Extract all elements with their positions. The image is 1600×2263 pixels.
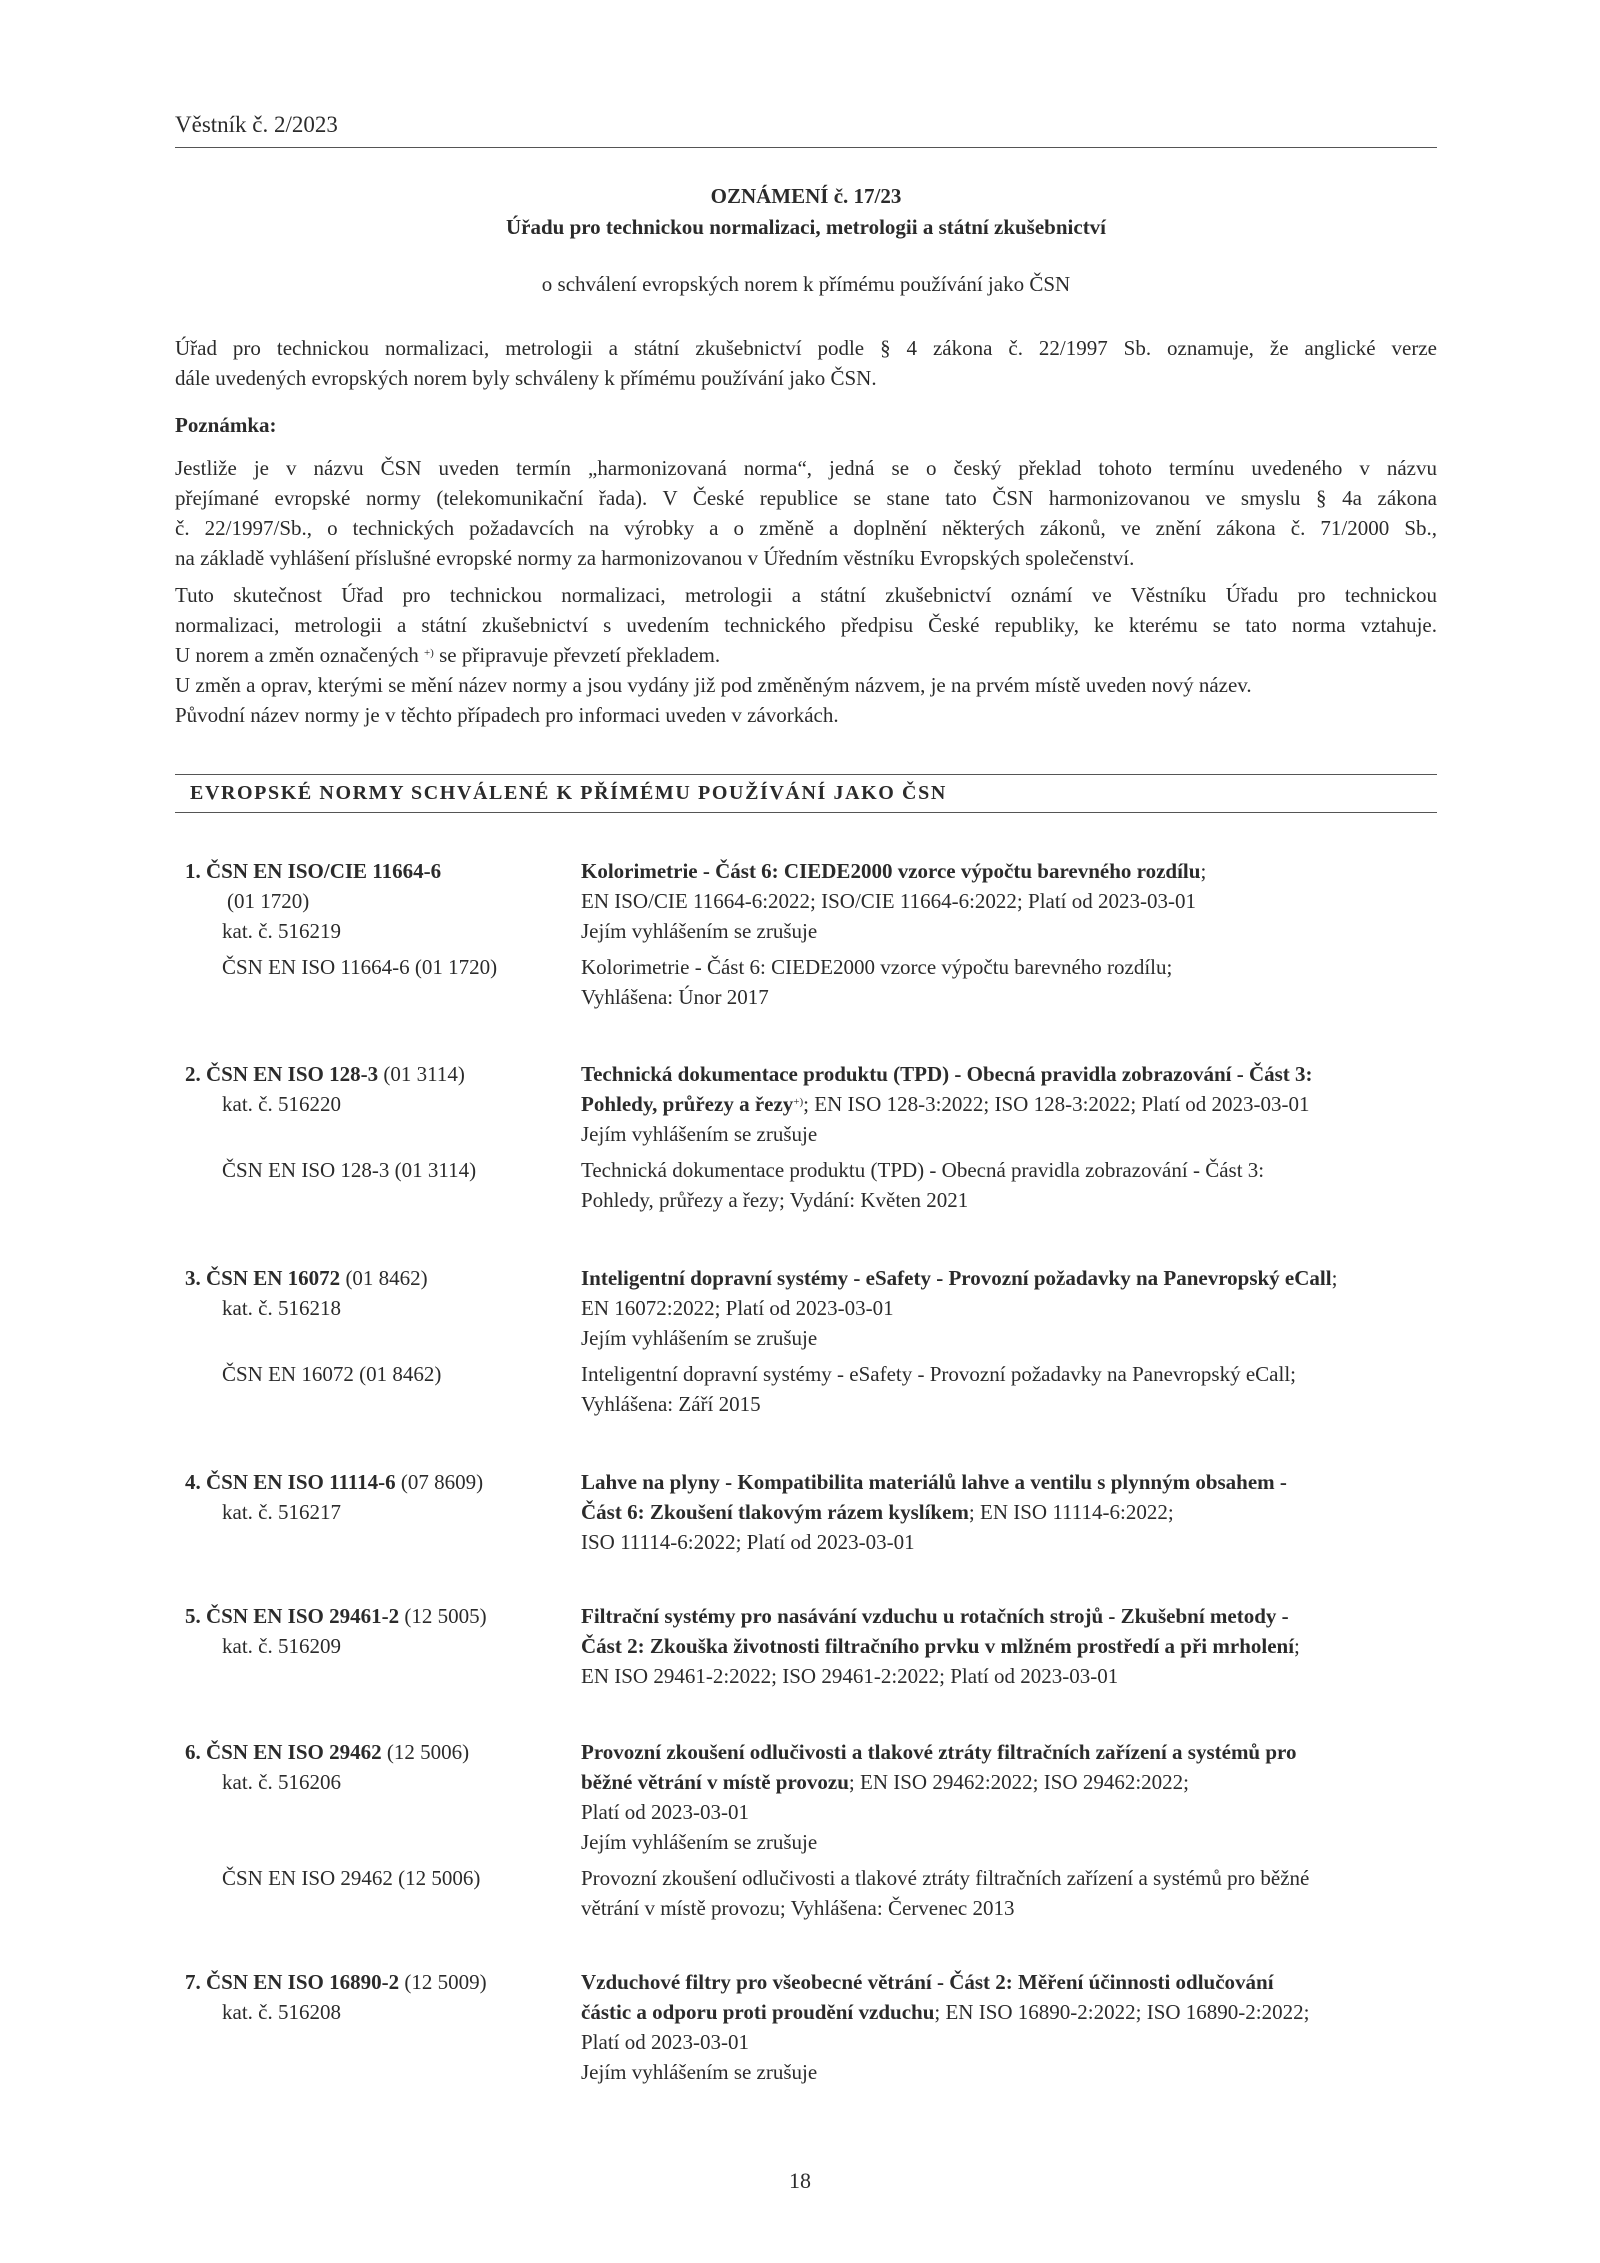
text-line: [581, 1631, 1445, 1661]
text-segment: se připravuje převzetí překladem.: [433, 643, 721, 667]
replaced-title: [581, 1359, 1445, 1419]
text-segment: ; EN ISO 16890-2:2022; ISO 16890-2:2022;: [934, 2000, 1310, 2024]
text-segment: Část 6: Zkoušení tlakovým rázem kyslíkem: [581, 1500, 969, 1524]
footnote-mark: +): [423, 647, 434, 659]
replaced-standard: [185, 1359, 1445, 1419]
text-segment: 5. ČSN EN ISO 29461-2: [185, 1604, 400, 1628]
standard-item: [185, 856, 1445, 1012]
replaced-title: [581, 1863, 1445, 1923]
text-segment: ;: [1200, 859, 1207, 883]
note-paragraph: [175, 453, 1437, 573]
text-line: [581, 1089, 1445, 1119]
text-line: [581, 1263, 1445, 1293]
text-segment: Pohledy, průřezy a řezy: [581, 1092, 794, 1116]
text-segment: Kolorimetrie - Část 6: CIEDE2000 vzorce výpočtu barevného rozdílu: [581, 859, 1201, 883]
announcement-issuer: Úřadu pro technickou normalizaci, metrologii a státní zkušebnictví: [505, 215, 1107, 239]
text-segment: částic a odporu proti proudění vzduchu: [581, 2000, 935, 2024]
text-line: [185, 1767, 581, 1797]
text-line: [185, 1601, 581, 1631]
standard-title: [581, 856, 1445, 946]
text-line: [185, 886, 581, 916]
text-segment: (07 8609): [395, 1470, 484, 1494]
text-line: [185, 1497, 581, 1527]
standard-item: [185, 1263, 1445, 1419]
replaced-code: [185, 952, 581, 1012]
standard-title: [581, 1601, 1445, 1691]
standard-code: [185, 1059, 581, 1149]
standard-code: [185, 1967, 581, 2087]
text-segment: (12 5009): [399, 1970, 487, 1994]
text-segment: (12 5005): [399, 1604, 487, 1628]
text-line: [581, 1827, 1445, 1857]
text-line: [581, 1601, 1445, 1631]
text-segment: Filtrační systémy pro nasávání vzduchu u rotačních strojů - Zkušební metody -: [581, 1604, 1289, 1628]
text-segment: Vzduchové filtry pro všeobecné větrání - Část 2: Měření účinnosti odlučování: [581, 1970, 1274, 1994]
text-line: Jestliže je v názvu ČSN uveden termín „harmonizovaná norma“, jedná se o český překlad tohoto termínu uvedeného v názvu: [175, 456, 1437, 480]
text-line: ČSN EN ISO 128-3 (01 3114): [222, 1158, 477, 1182]
text-segment: Inteligentní dopravní systémy - eSafety - Provozní požadavky na Panevropský eCall: [581, 1266, 1332, 1290]
text-segment: Platí od 2023-03-01: [581, 2030, 749, 2054]
text-segment: Jejím vyhlášením se zrušuje: [581, 2060, 818, 2084]
note-label: Poznámka:: [175, 413, 277, 437]
text-segment: Jejím vyhlášením se zrušuje: [581, 1326, 818, 1350]
announcement-title: OZNÁMENÍ č. 17/23: [710, 184, 902, 208]
section-rule-top: [175, 774, 1437, 775]
standard-item: [185, 1467, 1445, 1557]
text-line: [581, 1661, 1445, 1691]
text-segment: Část 2: Zkouška životnosti filtračního prvku v mlžném prostředí a při mrholení: [581, 1634, 1295, 1658]
standard-code: [185, 856, 581, 946]
text-segment: (01 3114): [378, 1062, 465, 1086]
text-line: [185, 1059, 581, 1089]
section-rule-bottom: [175, 812, 1437, 813]
standard-item: [185, 1967, 1445, 2087]
text-line: č. 22/1997/Sb., o technických požadavcích na výrobky a o změně a doplnění některých zákonů, ve znění zákona č. 71/2000 Sb.,: [175, 516, 1437, 540]
standard-code: [185, 1263, 581, 1353]
text-line: U změn a oprav, kterými se mění název normy a jsou vydány již pod změněným názvem, je na prvém místě uveden nový název.: [175, 673, 1252, 697]
text-segment: 4. ČSN EN ISO 11114-6: [185, 1470, 396, 1494]
replaced-standard: [185, 1155, 1445, 1215]
text-line: normalizaci, metrologii a státní zkušebnictví s uvedením technického předpisu České republiky, ke kterému se tato norma vztahuje.: [175, 613, 1437, 637]
replaced-title: [581, 1155, 1445, 1215]
text-line: větrání v místě provozu; Vyhlášena: Červenec 2013: [581, 1896, 1015, 1920]
text-segment: ; EN ISO 29462:2022; ISO 29462:2022;: [848, 1770, 1189, 1794]
text-segment: kat. č. 516208: [222, 2000, 341, 2024]
text-segment: EN ISO 29461-2:2022; ISO 29461-2:2022; Platí od 2023-03-01: [581, 1664, 1119, 1688]
text-line: [185, 1997, 581, 2027]
text-line: Technická dokumentace produktu (TPD) - Obecná pravidla zobrazování - Část 3:: [581, 1158, 1265, 1182]
replaced-title: [581, 952, 1445, 1012]
standard-entry: [185, 1737, 1445, 1857]
text-line: [185, 1737, 581, 1767]
text-line: Vyhlášena: Únor 2017: [581, 985, 769, 1009]
standard-code: [185, 1737, 581, 1857]
text-segment: 7. ČSN EN ISO 16890-2: [185, 1970, 400, 1994]
text-segment: Jejím vyhlášením se zrušuje: [581, 1830, 818, 1854]
section-title: EVROPSKÉ NORMY SCHVÁLENÉ K PŘÍMÉMU POUŽÍVÁNÍ JAKO ČSN: [190, 782, 947, 804]
journal-issue: Věstník č. 2/2023: [175, 112, 338, 137]
text-segment: Platí od 2023-03-01: [581, 1800, 749, 1824]
standard-entry: [185, 1467, 1445, 1557]
announcement-subject: o schválení evropských norem k přímému používání jako ČSN: [541, 272, 1071, 296]
text-segment: (12 5006): [381, 1740, 470, 1764]
text-line: [581, 1527, 1445, 1557]
text-line: [581, 1323, 1445, 1353]
text-line: [581, 886, 1445, 916]
text-segment: kat. č. 516219: [222, 919, 341, 943]
text-line: [185, 1263, 581, 1293]
text-segment: (01 1720): [227, 889, 310, 913]
text-line: [581, 1497, 1445, 1527]
text-line: [581, 1119, 1445, 1149]
replaced-standard: [185, 1863, 1445, 1923]
text-segment: 6. ČSN EN ISO 29462: [185, 1740, 382, 1764]
text-line: [581, 1967, 1445, 1997]
standard-title: [581, 1059, 1445, 1149]
text-line: na základě vyhlášení příslušné evropské normy za harmonizovanou v Úředním věstníku Evropských společenství.: [175, 546, 1135, 570]
text-line: [581, 1797, 1445, 1827]
text-line: [581, 1767, 1445, 1797]
standard-item: [185, 1059, 1445, 1215]
text-line: [581, 1293, 1445, 1323]
replaced-code: [185, 1359, 581, 1419]
info-paragraph: [175, 580, 1437, 730]
text-segment: ;: [1331, 1266, 1338, 1290]
text-segment: EN 16072:2022; Platí od 2023-03-01: [581, 1296, 894, 1320]
text-segment: kat. č. 516209: [222, 1634, 341, 1658]
text-line: [185, 1089, 581, 1119]
text-line: Inteligentní dopravní systémy - eSafety - Provozní požadavky na Panevropský eCall;: [581, 1362, 1296, 1386]
standard-title: [581, 1967, 1445, 2087]
text-segment: Jejím vyhlášením se zrušuje: [581, 919, 818, 943]
text-line: [185, 1293, 581, 1323]
standard-title: [581, 1737, 1445, 1857]
text-line: [185, 1467, 581, 1497]
standard-entry: [185, 1967, 1445, 2087]
text-segment: 2. ČSN EN ISO 128-3: [185, 1062, 379, 1086]
text-line: dále uvedených evropských norem byly schváleny k přímému používání jako ČSN.: [175, 366, 877, 390]
text-line: ČSN EN ISO 29462 (12 5006): [222, 1866, 481, 1890]
text-segment: 1. ČSN EN ISO/CIE 11664-6: [185, 859, 442, 883]
text-segment: Lahve na plyny - Kompatibilita materiálů lahve a ventilu s plynným obsahem -: [581, 1470, 1287, 1494]
header-rule: [175, 147, 1437, 148]
text-segment: ; EN ISO 128-3:2022; ISO 128-3:2022; Platí od 2023-03-01: [803, 1092, 1310, 1116]
text-segment: Technická dokumentace produktu (TPD) - Obecná pravidla zobrazování - Část 3:: [581, 1062, 1313, 1086]
text-line: ČSN EN 16072 (01 8462): [222, 1362, 442, 1386]
text-line: [185, 1967, 581, 1997]
text-segment: U norem a změn označených: [175, 643, 424, 667]
text-line: Úřad pro technickou normalizaci, metrologii a státní zkušebnictví podle § 4 zákona č. 22/1997 Sb. oznamuje, že anglické verze: [175, 336, 1437, 360]
text-segment: ISO 11114-6:2022; Platí od 2023-03-01: [581, 1530, 915, 1554]
standard-code: [185, 1601, 581, 1691]
text-line: [175, 640, 1437, 670]
text-line: [185, 856, 581, 886]
standard-title: [581, 1467, 1445, 1557]
text-line: Kolorimetrie - Část 6: CIEDE2000 vzorce výpočtu barevného rozdílu;: [581, 955, 1173, 979]
standard-entry: [185, 1601, 1445, 1691]
text-line: přejímané evropské normy (telekomunikační řada). V České republice se stane tato ČSN harmonizovanou ve smyslu § 4a zákona: [175, 486, 1437, 510]
text-segment: (01 8462): [340, 1266, 428, 1290]
standard-item: [185, 1737, 1445, 1923]
text-segment: ;: [1294, 1634, 1300, 1658]
text-line: Provozní zkoušení odlučivosti a tlakové ztráty filtračních zařízení a systémů pro běžné: [581, 1866, 1310, 1890]
footnote-mark: +): [793, 1096, 804, 1108]
replaced-code: [185, 1863, 581, 1923]
text-line: [581, 1059, 1445, 1089]
text-segment: Provozní zkoušení odlučivosti a tlakové ztráty filtračních zařízení a systémů pro: [581, 1740, 1297, 1764]
text-segment: kat. č. 516218: [222, 1296, 341, 1320]
text-segment: kat. č. 516220: [222, 1092, 341, 1116]
standard-entry: [185, 856, 1445, 946]
replaced-code: [185, 1155, 581, 1215]
text-line: Tuto skutečnost Úřad pro technickou normalizaci, metrologii a státní zkušebnictví oznámí ve Věstníku Úřadu pro technickou: [175, 583, 1437, 607]
page-number: 18: [789, 2168, 811, 2193]
text-line: [581, 2027, 1445, 2057]
standard-title: [581, 1263, 1445, 1353]
text-segment: ; EN ISO 11114-6:2022;: [968, 1500, 1174, 1524]
text-segment: 3. ČSN EN 16072: [185, 1266, 341, 1290]
intro-paragraph: [175, 333, 1437, 393]
text-line: [581, 1997, 1445, 2027]
text-segment: Jejím vyhlášením se zrušuje: [581, 1122, 818, 1146]
standard-entry: [185, 1059, 1445, 1149]
text-segment: běžné větrání v místě provozu: [581, 1770, 849, 1794]
text-line: [581, 2057, 1445, 2087]
text-line: [581, 856, 1445, 886]
text-segment: kat. č. 516206: [222, 1770, 341, 1794]
standard-entry: [185, 1263, 1445, 1353]
text-line: [185, 916, 581, 946]
text-line: [581, 1467, 1445, 1497]
text-segment: EN ISO/CIE 11664-6:2022; ISO/CIE 11664-6:2022; Platí od 2023-03-01: [581, 889, 1196, 913]
text-line: [581, 1737, 1445, 1767]
text-line: Vyhlášena: Září 2015: [581, 1392, 761, 1416]
standard-code: [185, 1467, 581, 1557]
text-segment: kat. č. 516217: [222, 1500, 341, 1524]
replaced-standard: [185, 952, 1445, 1012]
text-line: [581, 916, 1445, 946]
standard-item: [185, 1601, 1445, 1691]
text-line: [185, 1631, 581, 1661]
text-line: Původní název normy je v těchto případech pro informaci uveden v závorkách.: [175, 703, 839, 727]
text-line: Pohledy, průřezy a řezy; Vydání: Květen 2021: [581, 1188, 969, 1212]
text-line: ČSN EN ISO 11664-6 (01 1720): [222, 955, 498, 979]
